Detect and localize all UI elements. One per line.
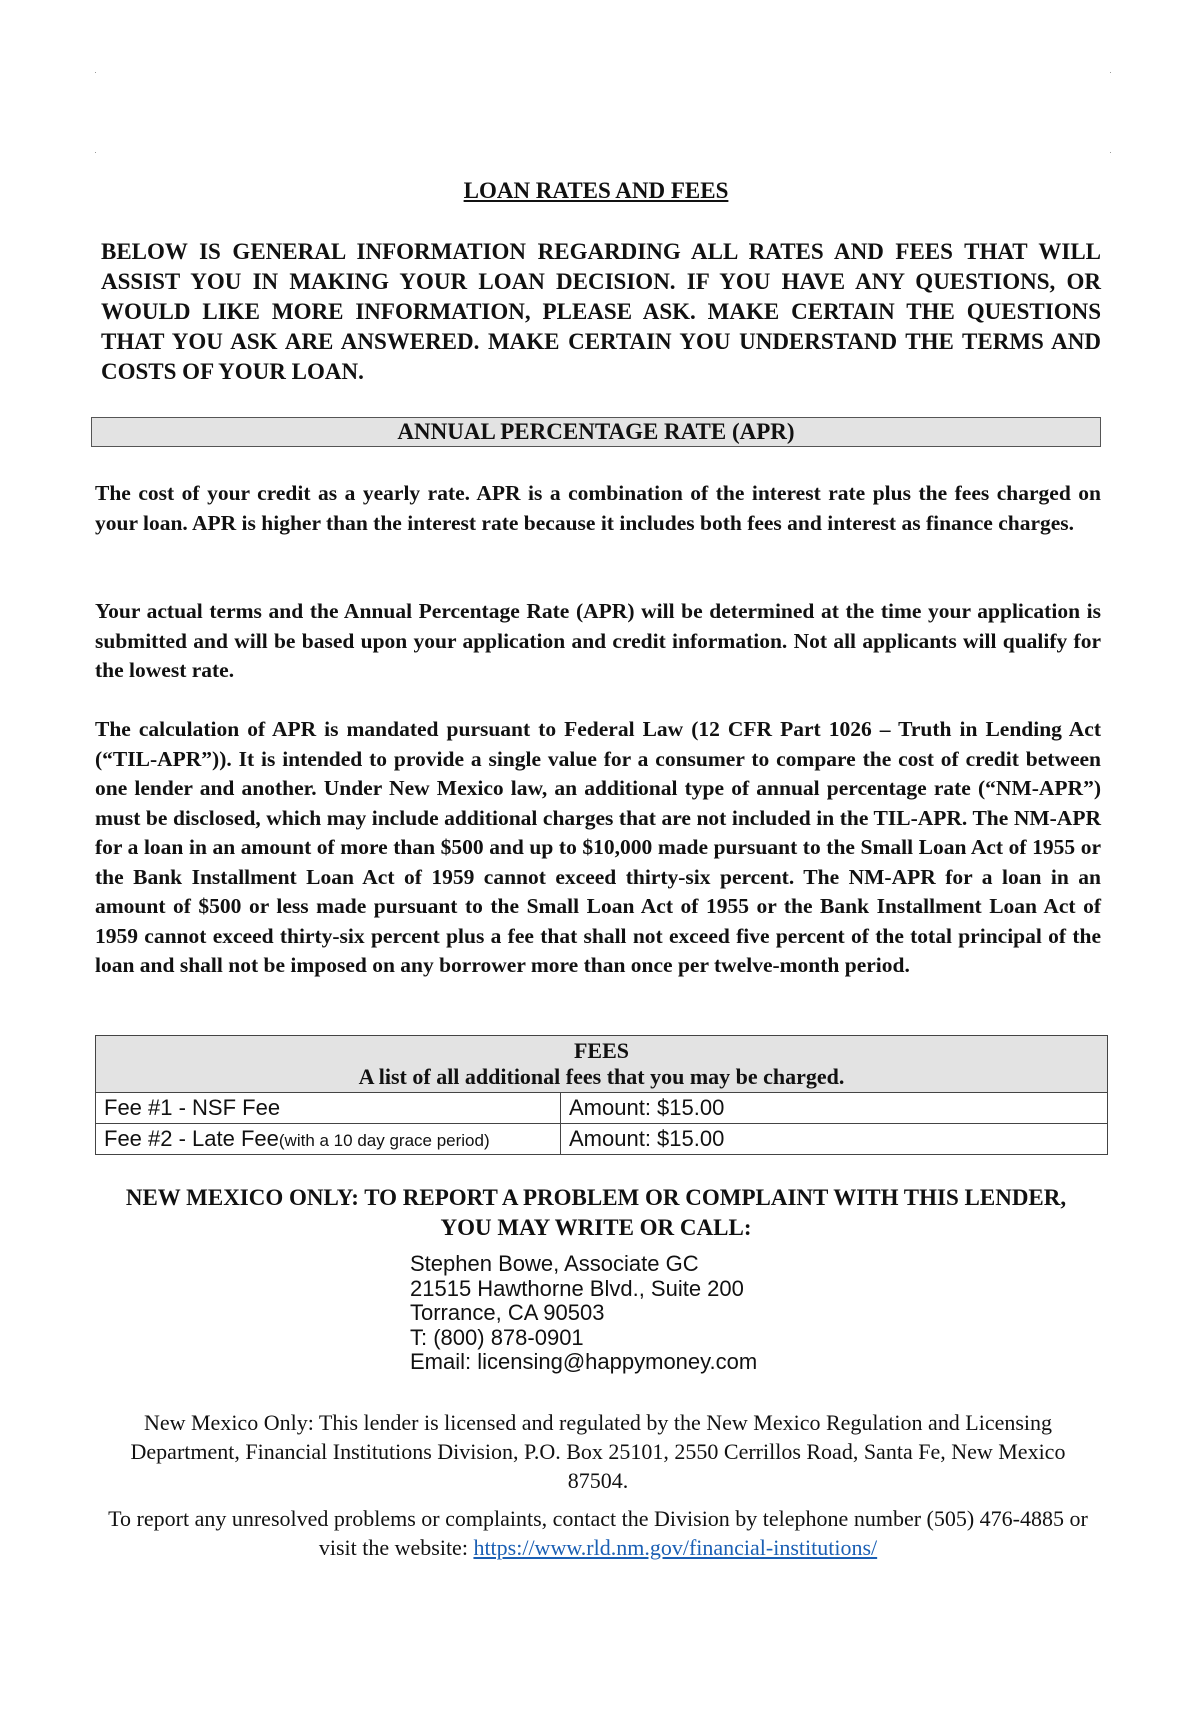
fee-name-cell xyxy=(96,1124,561,1155)
document-title: LOAN RATES AND FEES xyxy=(463,178,729,203)
report-text: To report any unresolved problems or complaints, contact the Division by telephone number (505) 476-4885 or visit the website: xyxy=(108,1506,1088,1560)
corner-mark xyxy=(95,72,96,73)
intro-paragraph: BELOW IS GENERAL INFORMATION REGARDING ALL RATES AND FEES THAT WILL ASSIST YOU IN MAKING YOUR LOAN DECISION. IF YOU HAVE ANY QUESTIONS, OR WOULD LIKE MORE INFORMATION, PLEASE ASK. MAKE CERTAIN THE QUESTIONS THAT YOU ASK ARE ANSWERED. MAKE CERTAIN YOU UNDERSTAND THE TERMS AND COSTS OF YOUR LOAN. xyxy=(101,239,1101,384)
apr-paragraph-1: The cost of your credit as a yearly rate. APR is a combination of the interest rate plus the fees charged on your loan. APR is higher than the interest rate because it includes both fees and interest as finance charges. xyxy=(95,481,1101,535)
fees-table-header xyxy=(96,1036,1108,1093)
fee-amount-cell xyxy=(561,1124,1108,1155)
contact-email: Email: licensing@happymoney.com xyxy=(410,1349,758,1374)
complaint-heading xyxy=(0,1183,1192,1243)
complaint-heading-line-2: YOU MAY WRITE OR CALL: xyxy=(440,1215,752,1240)
fee-amount: Amount: $15.00 xyxy=(569,1126,725,1151)
contact-block xyxy=(410,1252,757,1375)
corner-mark xyxy=(95,152,96,153)
fees-table xyxy=(95,1035,1108,1155)
corner-mark xyxy=(1110,72,1111,73)
apr-heading: ANNUAL PERCENTAGE RATE (APR) xyxy=(91,417,1101,447)
contact-city: Torrance, CA 90503 xyxy=(410,1300,605,1325)
fees-heading: FEES xyxy=(573,1038,630,1063)
complaint-heading-line-1: NEW MEXICO ONLY: TO REPORT A PROBLEM OR COMPLAINT WITH THIS LENDER, xyxy=(125,1185,1067,1210)
apr-paragraph-2: Your actual terms and the Annual Percentage Rate (APR) will be determined at the time your application is submitted and will be based upon your application and credit information. Not all applicants will qualify for the lowest rate. xyxy=(95,599,1101,682)
corner-mark xyxy=(1110,152,1111,153)
fee-name: Fee #1 - NSF Fee xyxy=(104,1095,281,1120)
division-website-link[interactable]: https://www.rld.nm.gov/financial-institutions/ xyxy=(473,1535,878,1560)
report-notice xyxy=(98,1504,1098,1562)
fees-subheading: A list of all additional fees that you may be charged. xyxy=(358,1064,845,1089)
fee-name: Fee #2 - Late Fee xyxy=(104,1126,279,1151)
contact-phone: T: (800) 878-0901 xyxy=(410,1324,584,1350)
table-row xyxy=(96,1093,1108,1124)
table-row xyxy=(96,1124,1108,1155)
license-notice: New Mexico Only: This lender is licensed and regulated by the New Mexico Regulation and Licensing Department, Financial Institutions Division, P.O. Box 25101, 2550 Cerrillos Road, Santa Fe, New Mexico 87504. xyxy=(130,1410,1066,1493)
contact-name: Stephen Bowe, Associate GC xyxy=(410,1251,699,1276)
fee-note: (with a 10 day grace period) xyxy=(278,1131,490,1150)
fee-amount: Amount: $15.00 xyxy=(569,1095,725,1120)
fee-name-cell xyxy=(96,1093,561,1124)
apr-paragraph-3: The calculation of APR is mandated pursuant to Federal Law (12 CFR Part 1026 – Truth in Lending Act (“TIL-APR”)). It is intended to provide a single value for a consumer to compare the cost of credit between one lender and another. Under New Mexico law, an additional type of annual percentage rate (“NM-APR”) must be disclosed, which may include additional charges that are not included in the TIL-APR. The NM-APR for a loan in an amount of more than $500 and up to $10,000 made pursuant to the Small Loan Act of 1955 or the Bank Installment Loan Act of 1959 cannot exceed thirty-six percent. The NM-APR for a loan in an amount of $500 or less made pursuant to the Small Loan Act of 1955 or the Bank Installment Loan Act of 1959 cannot exceed thirty-six percent plus a fee that shall not exceed five percent of the total principal of the loan and shall not be imposed on any borrower more than once per twelve-month period. xyxy=(95,717,1101,977)
fee-amount-cell xyxy=(561,1093,1108,1124)
contact-street: 21515 Hawthorne Blvd., Suite 200 xyxy=(410,1275,744,1301)
